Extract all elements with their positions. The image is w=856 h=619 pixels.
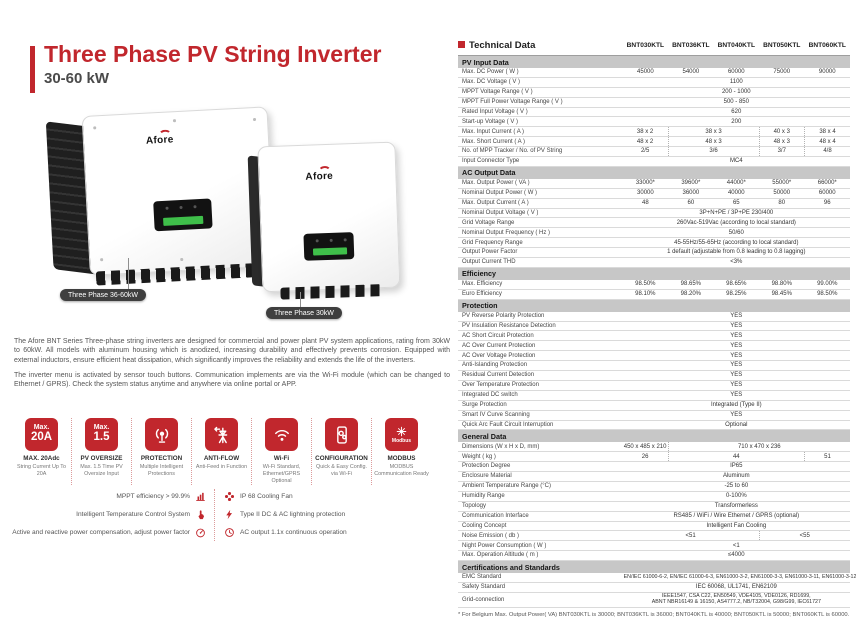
- spec-value: 48 x 3: [668, 137, 759, 147]
- spec-row: [458, 208, 850, 218]
- spec-value: YES: [623, 331, 850, 341]
- product-label-36-60kw: Three Phase 36-60kW: [60, 289, 146, 301]
- page-title: Three Phase PV String Inverter: [44, 41, 382, 67]
- bullet-text: MPPT efficiency > 99.9%: [116, 492, 190, 500]
- bullet-item: [224, 487, 450, 505]
- feature-subtitle: Anti-Feed in Function: [195, 463, 248, 470]
- spec-value: 66000*: [805, 179, 851, 188]
- spec-value: 80: [759, 198, 804, 208]
- spec-value: 48 x 4: [805, 137, 851, 147]
- feature-tile: [251, 418, 311, 485]
- spec-label: Max. Output Current ( A ): [458, 198, 623, 208]
- protection-icon: [145, 418, 178, 451]
- spec-label: AC Short Circuit Protection: [458, 331, 623, 341]
- spec-value: Optional: [623, 420, 850, 430]
- spec-value: 3/7: [759, 147, 804, 157]
- spec-value: YES: [623, 351, 850, 361]
- spec-value: <1: [623, 541, 850, 551]
- feature-title: CONFIGURATION: [315, 455, 368, 462]
- section-row: [458, 56, 850, 69]
- technical-data-label: Technical Data: [469, 40, 536, 51]
- bullet-text: Intelligent Temperature Control System: [76, 510, 190, 518]
- spec-value: 710 x 470 x 236: [668, 442, 850, 451]
- spec-value: 0-100%: [623, 491, 850, 501]
- dc-connectors: [280, 284, 384, 300]
- spec-value: 4/8: [805, 147, 851, 157]
- spec-value: 50000: [759, 188, 804, 198]
- spec-row: [458, 400, 850, 410]
- feature-subtitle: Wi-Fi Standard, Ethernet/GPRS Optional: [262, 463, 301, 484]
- badge-main-text: 20A: [30, 431, 53, 444]
- spec-value: Integrated (Type II): [623, 400, 850, 410]
- spec-label: Start-up Voltage ( V ): [458, 117, 623, 127]
- spec-row: [458, 361, 850, 371]
- spec-value: 3/6: [668, 147, 759, 157]
- spec-value: 36000: [668, 188, 713, 198]
- spec-row: [458, 491, 850, 501]
- spec-value: 44000*: [714, 179, 759, 188]
- spec-label: Rated Input Voltage ( V ): [458, 107, 623, 117]
- spec-label: PV Insulation Resistance Detection: [458, 321, 623, 331]
- spec-value: 40000: [714, 188, 759, 198]
- spec-row: [458, 188, 850, 198]
- spec-row: [458, 248, 850, 258]
- feature-subtitle: Quick & Easy Config. via Wi-Fi: [316, 463, 367, 477]
- spec-label: Ambient Temperature Range (°C): [458, 481, 623, 491]
- description-paragraph-2: The inverter menu is activated by sensor touch buttons. Communication implements are via the Wi-Fi module (which can be changed to Ethernet / GPRS). Check the system status anytime and anywhere via online portal or APP.: [14, 372, 450, 389]
- spec-row: [458, 351, 850, 361]
- spec-row: [458, 77, 850, 87]
- bullet-item: [224, 523, 450, 541]
- spec-label: Input Connector Type: [458, 157, 623, 167]
- gauge-icon: [195, 527, 206, 538]
- spec-label: Integrated DC switch: [458, 390, 623, 400]
- spec-value: 98.10%: [623, 289, 668, 299]
- spec-label: Humidity Range: [458, 491, 623, 501]
- feature-tile: [131, 418, 191, 485]
- spec-label: Output Power Factor: [458, 248, 623, 258]
- spec-value: Intelligent Fan Cooling: [623, 521, 850, 531]
- spec-value: 500 - 850: [623, 97, 850, 107]
- spec-value: 40 x 3: [759, 127, 804, 137]
- bullet-text: Type II DC & AC lightning protection: [240, 510, 346, 518]
- spec-row: [458, 410, 850, 420]
- spec-row: [458, 321, 850, 331]
- spec-value: 38 x 3: [668, 127, 759, 137]
- spec-label: Night Power Consumption ( W ): [458, 541, 623, 551]
- spec-value: YES: [623, 361, 850, 371]
- spec-label: Max. DC Voltage ( V ): [458, 77, 623, 87]
- spec-value: 98.65%: [714, 280, 759, 289]
- spec-row: [458, 551, 850, 561]
- spec-value: 98.45%: [759, 289, 804, 299]
- model-column-header: BNT060KTL: [805, 38, 851, 56]
- spec-value: 50/60: [623, 228, 850, 238]
- spec-label: Max. Short Current ( A ): [458, 137, 623, 147]
- spec-label: Weight ( kg ): [458, 452, 623, 462]
- touch-icon: [195, 509, 206, 520]
- spec-value: 90000: [805, 68, 851, 77]
- spec-value: YES: [623, 380, 850, 390]
- max-20a-badge: [25, 418, 58, 451]
- section-header: PV Input Data: [458, 56, 850, 69]
- spec-value: 450 x 485 x 210: [623, 442, 668, 451]
- fan-icon: [224, 491, 235, 502]
- spec-row: [458, 573, 850, 582]
- spec-label: Quick Arc Fault Circuit Interruption: [458, 420, 623, 430]
- spec-row: [458, 341, 850, 351]
- spec-value: <3%: [623, 258, 850, 268]
- spec-label: Max. Efficiency: [458, 280, 623, 289]
- spec-row: [458, 442, 850, 451]
- feature-subtitle: Multiple Intelligent Protections: [139, 463, 184, 477]
- feature-title: PV OVERSIZE: [80, 455, 123, 462]
- bullet-column-left: [0, 487, 206, 541]
- spec-value: 60: [668, 198, 713, 208]
- section-header: Certifications and Standards: [458, 561, 850, 574]
- spec-row: [458, 280, 850, 289]
- bullet-column-right: [224, 487, 450, 541]
- spec-value: 54000: [668, 68, 713, 77]
- spec-row: [458, 137, 850, 147]
- spec-value: 44: [668, 452, 804, 462]
- spec-label: Enclosure Material: [458, 472, 623, 482]
- spec-label: MPPT Voltage Range ( V ): [458, 87, 623, 97]
- bullet-text: AC output 1.1x continuous operation: [240, 528, 347, 536]
- spec-value: <55: [759, 531, 850, 541]
- spec-row: [458, 452, 850, 462]
- spec-value: YES: [623, 390, 850, 400]
- section-header: Protection: [458, 299, 850, 312]
- spec-value: 2/5: [623, 147, 668, 157]
- bullet-item: [0, 523, 206, 541]
- configuration-icon: [325, 418, 358, 451]
- feature-tile: [371, 418, 431, 485]
- spec-row: [458, 228, 850, 238]
- spec-value: EN/IEC 61000-6-2, EN/IEC 61000-6-3, EN61000-3-2, EN61000-3-3, EN61000-3-11, EN61000-3-12: [623, 573, 850, 582]
- spec-value: 26: [623, 452, 668, 462]
- spec-value: 1 default (adjustable from 0.8 leading to 0.8 lagging): [623, 248, 850, 258]
- spec-row: [458, 380, 850, 390]
- spec-row: [458, 289, 850, 299]
- spec-row: [458, 592, 850, 607]
- spec-label: Euro Efficiency: [458, 289, 623, 299]
- spec-row: [458, 312, 850, 321]
- spec-label: Nominal Output Voltage ( V ): [458, 208, 623, 218]
- table-footnote: * For Belgium Max. Output Power( VA) BNT030KTL is 30000; BNT036KTL is 36000; BNT040KTL is 40000; BNT050KTL is 50000; BNT060KTL is 60000.: [458, 611, 850, 618]
- spec-row: [458, 390, 850, 400]
- spec-row: [458, 127, 850, 137]
- afore-logo: Afore: [305, 171, 333, 183]
- spec-value: 60000: [805, 188, 851, 198]
- spec-row: [458, 331, 850, 341]
- feature-tile-row: [12, 418, 431, 485]
- spec-value: 65: [714, 198, 759, 208]
- spec-row: [458, 511, 850, 521]
- spec-value: 98.65%: [668, 280, 713, 289]
- spec-value: 33000*: [623, 179, 668, 188]
- display-panel: [153, 198, 212, 231]
- spec-row: [458, 157, 850, 167]
- bullet-item: [224, 505, 450, 523]
- spec-value: 60000: [714, 68, 759, 77]
- lcd-screen: [163, 216, 203, 226]
- feature-title: ANTI-FLOW: [203, 455, 240, 462]
- model-column-header: BNT040KTL: [714, 38, 759, 56]
- spec-value: MC4: [623, 157, 850, 167]
- spec-value: YES: [623, 341, 850, 351]
- spec-label: AC Over Current Protection: [458, 341, 623, 351]
- spec-value: Transformerless: [623, 501, 850, 511]
- spec-value: 620: [623, 107, 850, 117]
- badge-main-text: 1.5: [93, 431, 110, 444]
- spec-row: [458, 198, 850, 208]
- spec-value: 98.50%: [623, 280, 668, 289]
- bar-chart-icon: [195, 491, 206, 502]
- badge-top-text: Max.: [93, 424, 110, 432]
- clock-icon: [224, 527, 235, 538]
- feature-subtitle: Max. 1.5 Time PV Oversize Input: [80, 463, 123, 477]
- feature-tile: [191, 418, 251, 485]
- spec-value: 51: [805, 452, 851, 462]
- spec-label: Grid Frequency Range: [458, 238, 623, 248]
- technical-data-panel: [458, 38, 856, 619]
- spec-value: -25 to 60: [623, 481, 850, 491]
- lcd-screen: [313, 247, 347, 255]
- section-row: [458, 561, 850, 574]
- model-column-header: BNT036KTL: [668, 38, 713, 56]
- spec-row: [458, 531, 850, 541]
- spec-label: Cooling Concept: [458, 521, 623, 531]
- spec-value: YES: [623, 410, 850, 420]
- spec-value: IEEE1547, CSA C22, EN50549, VDE4105, VDE0126, RD1699, ABNT NBR16149 & 16150, AS4777.2, NB/T32004, G98/G99, IEC61727: [623, 592, 850, 607]
- spec-value: 1100: [623, 77, 850, 87]
- spec-label: Communication Interface: [458, 511, 623, 521]
- section-header: AC Output Data: [458, 166, 850, 179]
- spec-label: Max. Input Current ( A ): [458, 127, 623, 137]
- spec-value: 260Vac-519Vac (according to local standard): [623, 218, 850, 228]
- model-column-header: BNT050KTL: [759, 38, 804, 56]
- spec-row: [458, 218, 850, 228]
- spec-row: [458, 541, 850, 551]
- led-indicators: [316, 239, 319, 242]
- spec-label: Residual Current Detection: [458, 371, 623, 381]
- anti-flow-icon: [205, 418, 238, 451]
- product-image-scene: [0, 100, 455, 335]
- label-leader-line: [300, 292, 301, 308]
- spec-value: 98.20%: [668, 289, 713, 299]
- spec-value: 48 x 3: [759, 137, 804, 147]
- spec-label: Grid-connection: [458, 592, 623, 607]
- feature-title: MODBUS: [387, 455, 416, 462]
- spec-label: Max. Output Power ( VA ): [458, 179, 623, 188]
- screw-dots: [93, 126, 96, 129]
- spec-label: Over Temperature Protection: [458, 380, 623, 390]
- spec-label: EMC Standard: [458, 573, 623, 582]
- spec-value: 200 - 1000: [623, 87, 850, 97]
- spec-label: Topology: [458, 501, 623, 511]
- spec-row: [458, 371, 850, 381]
- inverter-front-panel: [257, 142, 400, 293]
- feature-tile: [71, 418, 131, 485]
- section-row: [458, 430, 850, 443]
- spec-value: 55000*: [759, 179, 804, 188]
- inverter-front-panel: [82, 106, 276, 276]
- spec-table: [458, 38, 856, 608]
- spec-label: Protection Degree: [458, 462, 623, 472]
- spec-label: No. of MPP Tracker / No. of PV String: [458, 147, 623, 157]
- spec-value: YES: [623, 312, 850, 321]
- spec-value: YES: [623, 371, 850, 381]
- bullet-item: [0, 505, 206, 523]
- spec-value: IP65: [623, 462, 850, 472]
- spec-label: Safety Standard: [458, 582, 623, 592]
- spec-label: Nominal Output Frequency ( Hz ): [458, 228, 623, 238]
- spec-value: IEC 60068, UL1741, EN62109: [623, 582, 850, 592]
- spec-label: MPPT Full Power Voltage Range ( V ): [458, 97, 623, 107]
- section-header: Efficiency: [458, 267, 850, 280]
- max-1-5-badge: [85, 418, 118, 451]
- spec-row: [458, 87, 850, 97]
- spec-label: Max. DC Power ( W ): [458, 68, 623, 77]
- spec-row: [458, 179, 850, 188]
- spec-label: Surge Protection: [458, 400, 623, 410]
- section-header: General Data: [458, 430, 850, 443]
- spec-row: [458, 97, 850, 107]
- spec-value: 30000: [623, 188, 668, 198]
- spec-row: [458, 420, 850, 430]
- spec-row: [458, 107, 850, 117]
- spec-row: [458, 582, 850, 592]
- product-label-30kw: Three Phase 30kW: [266, 307, 342, 319]
- spec-value: <51: [623, 531, 759, 541]
- table-header-row: [458, 38, 850, 56]
- spec-row: [458, 117, 850, 127]
- spec-label: Dimensions (W x H x D, mm): [458, 442, 623, 451]
- label-leader-line: [128, 258, 129, 290]
- spec-value: 99.00%: [805, 280, 851, 289]
- spec-value: 39600*: [668, 179, 713, 188]
- description-paragraph-1: The Afore BNT Series Three-phase string inverters are designed for commercial and power plant PV system applications, rating from 30kW to 60kW. All models with aluminum housing which is anodized, increasing durability and effectively prevents corrosion. Equipped with external inductors, ensure efficient heat dissipation, which significantly improves the reliability and extends the life of the inverters.: [14, 338, 450, 364]
- spec-value: ≤4000: [623, 551, 850, 561]
- feature-subtitle: MODBUS Communication Ready: [374, 463, 429, 477]
- model-column-header: BNT030KTL: [623, 38, 668, 56]
- technical-data-title: [458, 38, 623, 56]
- spec-label: Nominal Output Power ( W ): [458, 188, 623, 198]
- spec-label: AC Over Voltage Protection: [458, 351, 623, 361]
- badge-label: Modbus: [391, 438, 412, 444]
- title-accent-bar: [30, 46, 35, 93]
- feature-tile: [311, 418, 371, 485]
- inverter-small-image: [253, 142, 400, 301]
- spec-row: [458, 147, 850, 157]
- spec-value: 96: [805, 198, 851, 208]
- feature-subtitle: String Current Up To 20A: [16, 463, 67, 477]
- spec-value: 98.80%: [759, 280, 804, 289]
- feature-title: Wi-Fi: [273, 455, 290, 462]
- spec-label: Grid Voltage Range: [458, 218, 623, 228]
- spec-value: 200: [623, 117, 850, 127]
- feature-title: PROTECTION: [140, 455, 183, 462]
- display-panel: [303, 232, 354, 261]
- section-row: [458, 267, 850, 280]
- spec-value: 48: [623, 198, 668, 208]
- spec-row: [458, 462, 850, 472]
- page-subtitle: 30-60 kW: [44, 70, 110, 88]
- spec-label: Noise Emission ( db ): [458, 531, 623, 541]
- spec-row: [458, 472, 850, 482]
- spec-row: [458, 501, 850, 511]
- bullet-text: Active and reactive power compensation, adjust power factor: [12, 528, 190, 536]
- spec-value: 98.50%: [805, 289, 851, 299]
- spec-label: Output Current THD: [458, 258, 623, 268]
- spec-row: [458, 258, 850, 268]
- lightning-icon: [224, 509, 235, 520]
- spec-value: 3P+N+PE / 3P+PE 230/400: [623, 208, 850, 218]
- spec-value: 75000: [759, 68, 804, 77]
- spec-value: 38 x 2: [623, 127, 668, 137]
- spec-label: Anti-Islanding Protection: [458, 361, 623, 371]
- section-row: [458, 166, 850, 179]
- spec-label: Smart IV Curve Scanning: [458, 410, 623, 420]
- bullet-divider: [214, 489, 215, 541]
- spec-value: Aluminum: [623, 472, 850, 482]
- feature-title: MAX. 20Adc: [23, 455, 60, 462]
- spec-value: 38 x 4: [805, 127, 851, 137]
- red-square-marker: [458, 41, 465, 48]
- modbus-icon: [385, 418, 418, 451]
- spec-value: YES: [623, 321, 850, 331]
- bullet-item: [0, 487, 206, 505]
- bullet-text: IP 68 Cooling Fan: [240, 492, 293, 500]
- spec-row: [458, 521, 850, 531]
- spec-label: PV Reverse Polarity Protection: [458, 312, 623, 321]
- wifi-icon: [265, 418, 298, 451]
- spec-row: [458, 238, 850, 248]
- spec-value: 48 x 2: [623, 137, 668, 147]
- inverter-large-image: [46, 106, 277, 289]
- badge-top-text: Max.: [33, 424, 50, 432]
- spec-label: Max. Operation Altitude ( m ): [458, 551, 623, 561]
- spec-value: RS485 / WiFi / Wire Ethernet / GPRS (optional): [623, 511, 850, 521]
- spec-value: 45-55Hz/55-65Hz (according to local standard): [623, 238, 850, 248]
- title-block: [30, 42, 381, 87]
- feature-tile: [12, 418, 71, 485]
- led-indicators: [165, 207, 168, 210]
- section-row: [458, 299, 850, 312]
- spec-value: 45000: [623, 68, 668, 77]
- spec-row: [458, 481, 850, 491]
- afore-logo: Afore: [146, 134, 174, 146]
- spec-value: 98.25%: [714, 289, 759, 299]
- spec-row: [458, 68, 850, 77]
